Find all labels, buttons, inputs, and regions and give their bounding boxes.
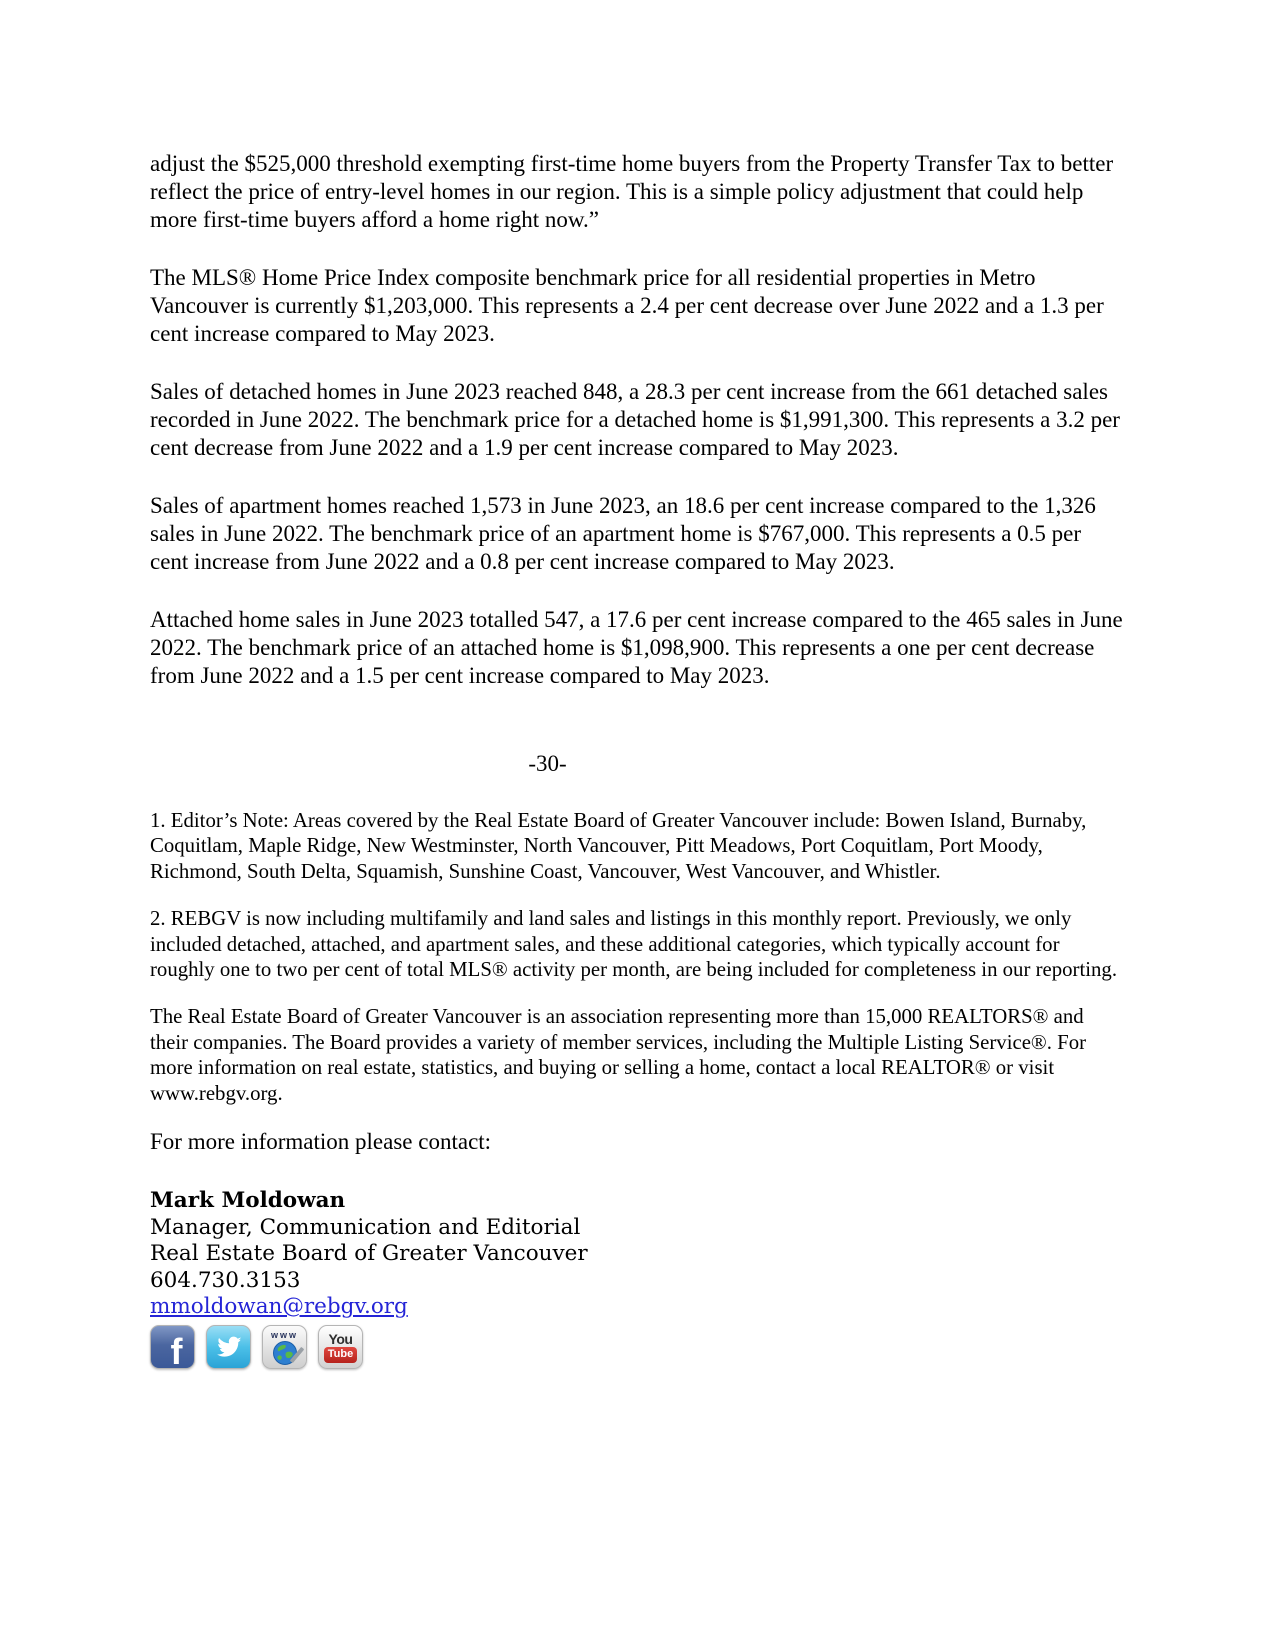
body-paragraph-detached: Sales of detached homes in June 2023 reached 848, a 28.3 per cent increase from the 661 detached sales recorded in June 2022. The benchmark price for a detached home is $1,991,300. This represents a 3.2 per cent decrease from June 2022 and a 1.9 per cent increase compared to May 2023. <box>150 379 1120 460</box>
body-paragraph-threshold: adjust the $525,000 threshold exempting first-time home buyers from the Property Transfer Tax to better reflect the price of entry-level homes in our region. This is a simple policy adjustment that could help more first-time buyers afford a home right now.” <box>150 151 1114 232</box>
www-label: www <box>270 1329 298 1340</box>
youtube-you-label: You <box>328 1330 353 1347</box>
twitter-bird-icon <box>214 1332 244 1362</box>
social-icons-row <box>150 1325 1125 1369</box>
press-release-end-mark: -30- <box>528 751 567 776</box>
footnote-rebgv-reporting: 2. REBGV is now including multifamily and land sales and listings in this monthly report. Previously, we only included detached, attached, and apartment sales, and these additional categories, which typically account for roughly one to two per cent of total MLS® activity per month, are being included for completeness in our reporting. <box>150 907 1118 982</box>
youtube-tube-label: Tube <box>324 1347 357 1363</box>
twitter-icon[interactable] <box>206 1325 251 1369</box>
body-paragraph-hpi-composite: The MLS® Home Price Index composite benchmark price for all residential properties in Metro Vancouver is currently $1,203,000. This represents a 2.4 per cent decrease over June 2022 and a 1.3 per cent increase compared to May 2023. <box>150 265 1104 346</box>
body-paragraph-apartment: Sales of apartment homes reached 1,573 in June 2023, an 18.6 per cent increase compared to the 1,326 sales in June 2022. The benchmark price of an apartment home is $767,000. This represents a 0.5 per cent increase from June 2022 and a 0.8 per cent increase compared to May 2023. <box>150 493 1096 574</box>
contact-title: Manager, Communication and Editorial <box>150 1214 581 1240</box>
contact-block <box>150 1188 1125 1321</box>
facebook-icon[interactable] <box>150 1325 195 1369</box>
youtube-icon[interactable] <box>318 1325 363 1369</box>
footnote-editors-note: 1. Editor’s Note: Areas covered by the Real Estate Board of Greater Vancouver include: Bowen Island, Burnaby, Coquitlam, Maple Ridge, New Westminster, North Vancouver, Pitt Meadows, Port Coquitlam, Port Moody, Richmond, South Delta, Squamish, Sunshine Coast, Vancouver, West Vancouver, and Whistler. <box>150 809 1087 883</box>
association-boilerplate: The Real Estate Board of Greater Vancouver is an association representing more than 15,000 REALTORS® and their companies. The Board provides a variety of member services, including the Multiple Listing Service®. For more information on real estate, statistics, and buying or selling a home, contact a local REALTOR® or visit www.rebgv.org. <box>150 1005 1087 1105</box>
contact-phone: 604.730.3153 <box>150 1267 301 1293</box>
contact-org: Real Estate Board of Greater Vancouver <box>150 1241 588 1267</box>
document-content <box>150 150 1125 1369</box>
www-icon[interactable] <box>262 1325 307 1369</box>
facebook-f-glyph: f <box>170 1331 183 1370</box>
body-paragraph-attached: Attached home sales in June 2023 totalled 547, a 17.6 per cent increase compared to the 465 sales in June 2022. The benchmark price of an attached home is $1,098,900. This represents a one per cent decrease from June 2022 and a 1.5 per cent increase compared to May 2023. <box>150 607 1123 688</box>
contact-email-link[interactable]: mmoldowan@rebgv.org <box>150 1294 408 1320</box>
contact-intro: For more information please contact: <box>150 1129 492 1155</box>
contact-name: Mark Moldowan <box>150 1188 346 1214</box>
